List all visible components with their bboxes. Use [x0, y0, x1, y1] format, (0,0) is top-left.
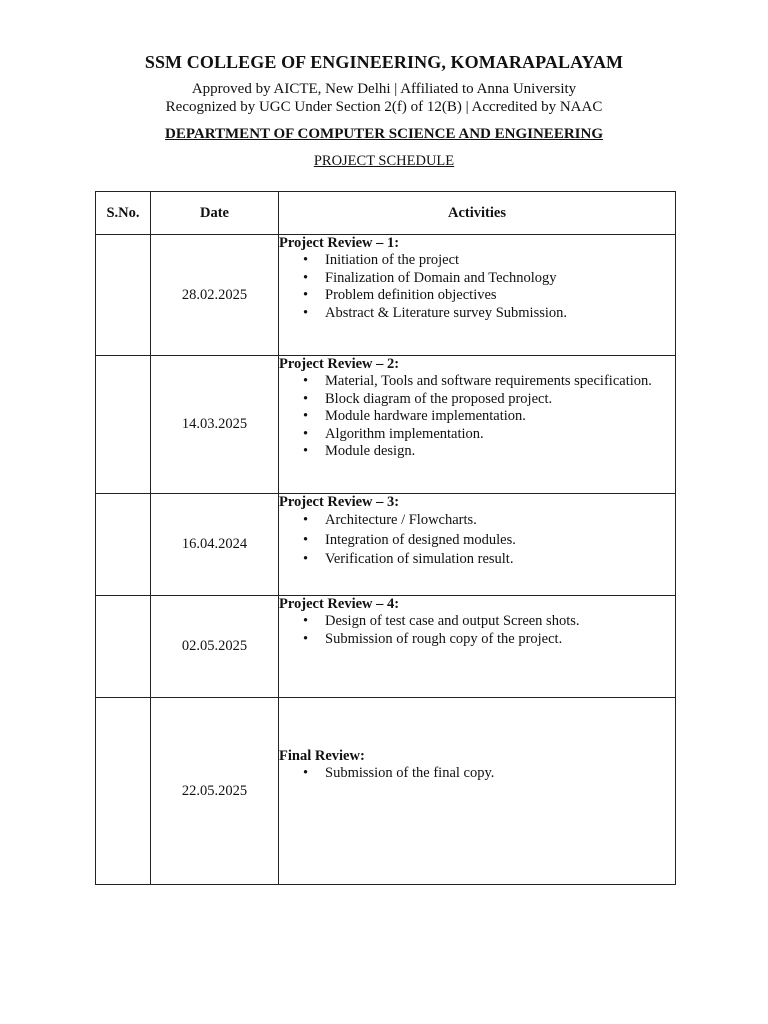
- row-date: 02.05.2025: [151, 596, 279, 698]
- column-header-sno: S.No.: [96, 192, 151, 235]
- row-activities: [279, 698, 676, 885]
- schedule-title: [0, 153, 768, 170]
- activity-item: • Initiation of the project: [325, 252, 675, 270]
- schedule-title-text: PROJECT SCHEDULE: [313, 153, 455, 169]
- activity-item: • Submission of the final copy.: [325, 765, 675, 783]
- review-title: Project Review – 4:: [279, 596, 400, 612]
- review-title: Project Review – 1:: [279, 235, 400, 251]
- college-name: SSM COLLEGE OF ENGINEERING, KOMARAPALAYAM: [144, 52, 624, 72]
- table-row: [96, 235, 676, 356]
- row-activities: [279, 596, 676, 698]
- activity-item: • Design of test case and output Screen shots.: [325, 613, 675, 631]
- activity-item: • Module hardware implementation.: [325, 408, 675, 426]
- activity-item: • Architecture / Flowcharts.: [325, 511, 675, 531]
- activity-list: [279, 511, 675, 570]
- review-title: Final Review:: [279, 748, 365, 764]
- department-heading: [0, 126, 768, 143]
- project-schedule-table: [95, 191, 676, 885]
- column-header-activities: Activities: [279, 192, 676, 235]
- activity-item: • Algorithm implementation.: [325, 426, 675, 444]
- activity-item: • Finalization of Domain and Technology: [325, 270, 675, 288]
- table-row: [96, 596, 676, 698]
- row-sno: [96, 494, 151, 596]
- activity-item: • Submission of rough copy of the project.: [325, 631, 675, 649]
- affiliation-line-1: Approved by AICTE, New Delhi | Affiliated to Anna University: [191, 81, 577, 97]
- table-row: [96, 356, 676, 494]
- table-row: [96, 698, 676, 885]
- activity-item: • Problem definition objectives: [325, 287, 675, 305]
- row-date: 16.04.2024: [151, 494, 279, 596]
- table-header-row: [96, 192, 676, 235]
- row-date: 14.03.2025: [151, 356, 279, 494]
- table-row: [96, 494, 676, 596]
- activity-list: [279, 765, 675, 783]
- activity-list: [279, 613, 675, 648]
- activity-item: • Integration of designed modules.: [325, 531, 675, 551]
- row-date: 28.02.2025: [151, 235, 279, 356]
- column-header-date: Date: [151, 192, 279, 235]
- row-activities: [279, 356, 676, 494]
- row-sno: [96, 356, 151, 494]
- activity-item: • Abstract & Literature survey Submission.: [325, 305, 675, 323]
- department-heading-text: DEPARTMENT OF COMPUTER SCIENCE AND ENGINEERING: [165, 126, 603, 142]
- row-date: 22.05.2025: [151, 698, 279, 885]
- row-sno: [96, 596, 151, 698]
- activity-list: [279, 373, 675, 461]
- activity-item: • Block diagram of the proposed project.: [325, 391, 675, 409]
- review-title: Project Review – 2:: [279, 356, 400, 372]
- activity-item: • Verification of simulation result.: [325, 550, 675, 570]
- row-activities: [279, 494, 676, 596]
- affiliation-line-2: Recognized by UGC Under Section 2(f) of 12(B) | Accredited by NAAC: [165, 99, 603, 115]
- activity-item: • Module design.: [325, 443, 675, 461]
- activity-list: [279, 252, 675, 322]
- row-activities: [279, 235, 676, 356]
- row-sno: [96, 698, 151, 885]
- row-sno: [96, 235, 151, 356]
- activity-item: • Material, Tools and software requirements specification.: [325, 373, 675, 391]
- review-title: Project Review – 3:: [279, 494, 400, 510]
